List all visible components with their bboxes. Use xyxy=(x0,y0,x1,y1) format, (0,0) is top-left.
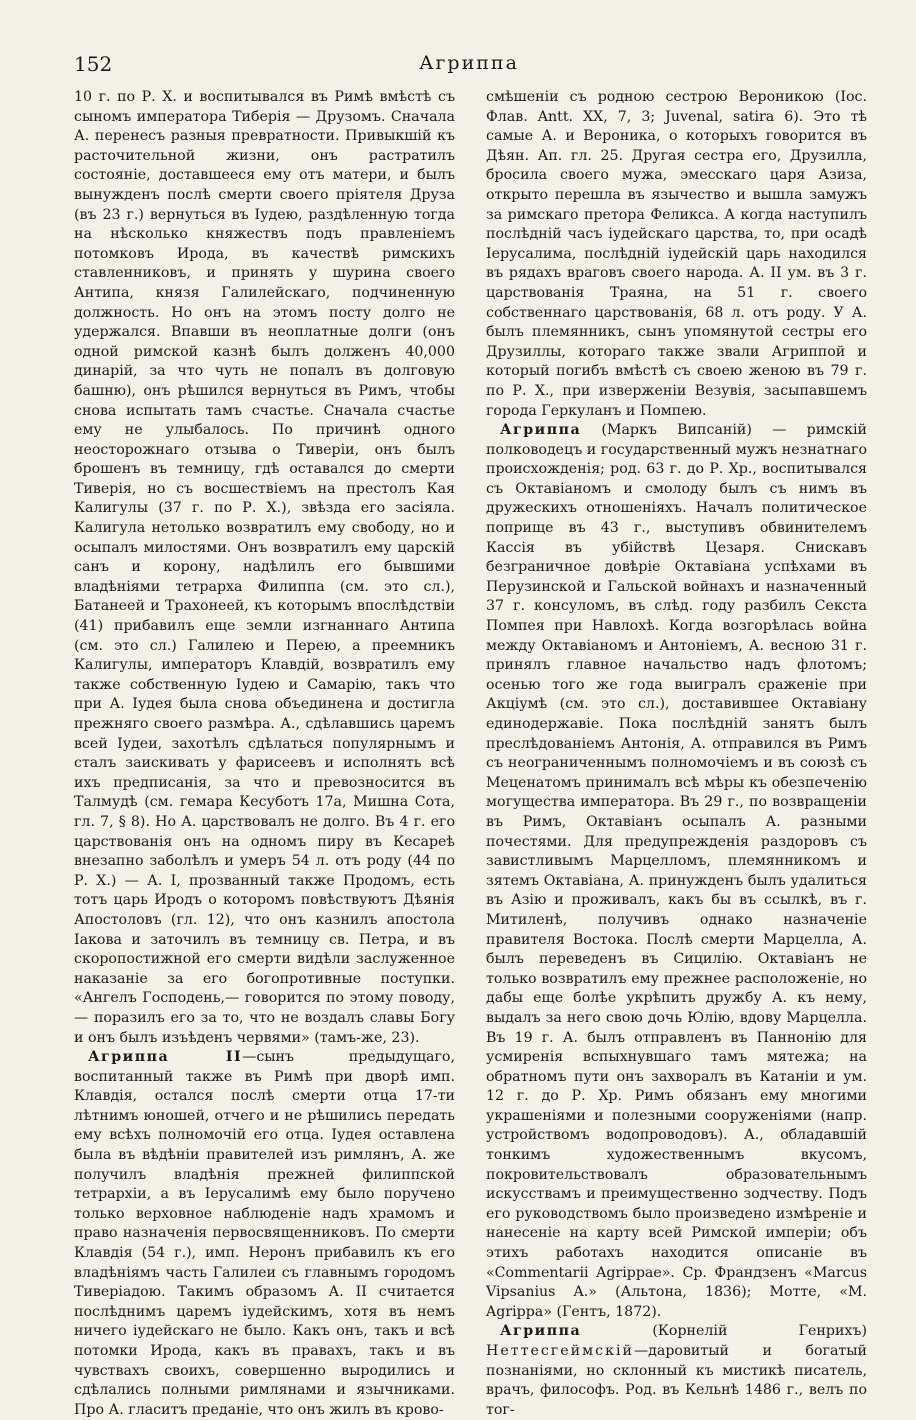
entry-agrippa-mark xyxy=(486,421,867,1322)
page-header xyxy=(74,50,864,80)
right-column xyxy=(486,88,867,1420)
page-number: 152 xyxy=(74,52,113,76)
entry-spaced-name: Неттесгеймскій xyxy=(486,1343,634,1359)
running-head: Агриппа xyxy=(419,52,519,74)
entry-text: —сынъ предыдущаго, воспитанный также въ Римѣ при дворѣ имп. Клавдія, остался послѣ смерти отца 17-ти лѣтнимъ юношей, отчего и не рѣшились передать ему всѣхъ полномочій его отца. Іудея оставлена была въ вѣдѣніи правителей изъ римлянъ, А. же получилъ владѣнія прежней филиппской тетрархіи, а въ Іерусалимѣ ему было поручено только верховное наблюденіе надъ храмомъ и право назначенія первосвященниковъ. По смерти Клавдія (54 г.), имп. Неронъ прибавилъ къ его владѣніямъ часть Галилеи съ главнымъ городомъ Тиверіадою. Такимъ образомъ А. II считается послѣднимъ царемъ іудейскимъ, хотя въ немъ ничего іудейскаго не было. Какъ онъ, такъ и всѣ потомки Ирода, какъ въ правахъ, такъ и въ чувствахъ своихъ, совершенно выродились и сдѣлались полными римлянами и язычниками. Про А. гласитъ преданіе, что онъ жилъ въ крово- xyxy=(74,1049,455,1418)
entry-agrippa-cornelius xyxy=(486,1322,867,1420)
continued-paragraph: 10 г. по Р. Х. и воспитывался въ Римѣ вмѣстѣ съ сыномъ императора Тиберія — Друзомъ. Сначала А. перенесъ разныя превратности. Привыкшій къ расточительной жизни, онъ растратилъ состояніе, доставшееся ему отъ матери, и былъ вынужденъ послѣ смерти своего пріятеля Друза (въ 23 г.) вернуться въ Іудею, раздѣленную тогда на нѣсколько княжествъ подъ правленіемъ потомковъ Ирода, въ качествѣ римскихъ ставленниковъ, и принять у шурина своего Антипа, князя Галилейскаго, подчиненную должность. Но онъ на этомъ посту долго не удержался. Впавши въ неоплатные долги (онъ одной римской казнѣ былъ долженъ 40,000 динарій, за что чуть не попалъ въ долговую башню), онъ рѣшился вернуться въ Римъ, чтобы снова испытать тамъ счастье. Сначала счастье ему не улыбалось. По причинѣ одного неосторожнаго отзыва о Тиверіи, онъ былъ брошенъ въ темницу, гдѣ оставался до смерти Тиверія, но съ восшествіемъ на престолъ Кая Калигулы (37 г. по Р. Х.), звѣзда его засіяла. Калигула нетолько возвратилъ ему свободу, но и осыпалъ милостями. Онъ возвратилъ ему царскій санъ и корону, надѣлилъ его бывшими владѣніями тетрарха Филиппа (см. это сл.), Батанеей и Трахонеей, къ которымъ впослѣдствіи (41) прибавилъ еще земли изгнаннаго Антипа (см. это сл.) Галилею и Перею, а преемникъ Калигулы, императоръ Клавдій, возвратилъ ему также собственную Іудею и Самарію, такъ что при А. Іудея была снова объединена и достигла прежняго своего размѣра. А., сдѣлавшись царемъ всей Іудеи, захотѣлъ сдѣлаться популярнымъ и сталъ заискивать у фарисеевъ и исполнять всѣ ихъ предписанія, за что и превозносится въ Талмудѣ (см. гемара Кесуботъ 17а, Мишна Сота, гл. 7, § 8). Но А. царствовалъ не долго. Въ 4 г. его царствованія онъ на одномъ пиру въ Кесареѣ внезапно заболѣлъ и умеръ 54 л. отъ роду (44 по Р. Х.) — А. I, прозванный также Продомъ, есть тотъ царь Иродъ о которомъ повѣствуютъ Дѣянія Апостоловъ (гл. 12), что онъ казнилъ апостола Іакова и заточилъ въ темницу св. Петра, и въ скоропостижной его смерти видѣли заслуженное наказаніе за его богопротивные поступки. «Ангелъ Господень,— говорится по этому поводу, — поразилъ его за то, что не воздалъ славы Богу и онъ былъ изъѣденъ червями» (тамъ-же, 23). xyxy=(74,89,455,1046)
entry-subtitle: (Корнелій Генрихъ) xyxy=(581,1323,867,1340)
entry-headword: Агриппа xyxy=(500,422,582,439)
entry-headword: Агриппа xyxy=(500,1323,582,1340)
entry-text: (Маркъ Випсаній) — римскій полководецъ и государственный мужъ незнатнаго происхожденія; род. 63 г. до Р. Хр., воспитывался съ Октавіаномъ и смолоду былъ съ нимъ въ дружескихъ отношеніяхъ. Началъ политическое поприще въ 43 г., выступивъ обвинителемъ Кассія въ убійствѣ Цезаря. Снискавъ безграничное довѣріе Октавіана успѣхами въ Перузинской и Гальской войнахъ и назначенный 37 г. консуломъ, въ слѣд. году разбилъ Секста Помпея при Навлохѣ. Когда возгорѣлась война между Октавіаномъ и Антоніемъ, А. весною 31 г. принялъ главное начальство надъ флотомъ; осенью того же года выигралъ сраженіе при Акціумѣ (см. это сл.), доставившее Октавіану единодержавіе. Пока послѣдній занятъ былъ преслѣдованіемъ Антонія, А. отправился въ Римъ съ неограниченнымъ полномочіемъ и въ союзѣ съ Меценатомъ принималъ всѣ мѣры къ обезпеченію могущества императора. Въ 29 г., по возвращеніи въ Римъ, Октавіанъ осыпалъ А. разными почестями. Для предупрежденія раздоровъ съ завистливымъ Марцелломъ, племянникомъ и зятемъ Октавіана, А. принужденъ былъ удалиться въ Азію и проживалъ, какъ бы въ ссылкѣ, въ г. Митиленѣ, получивъ однако назначеніе правителя Востока. Послѣ смерти Марцелла, А. былъ переведенъ въ Сицилію. Октавіанъ не только возвратилъ ему прежнее расположеніе, но дабы еще болѣе укрѣпить дружбу А. къ нему, выдалъ за него свою дочь Юлію, вдову Марцелла. Въ 19 г. А. былъ отправленъ въ Паннонію для усмиренія вспыхнувшаго тамъ мятежа; на обратномъ пути онъ захворалъ въ Катаніи и ум. 12 г. до Р. Хр. Римъ обязанъ ему многими украшеніями и полезными сооруженіями (напр. устройствомъ водопроводовъ). А., обладавшій тонкимъ художественнымъ вкусомъ, покровительствовалъ образовательнымъ искусствамъ и преимущественно зодчеству. Подъ его руководствомъ было произведено измѣреніе и нанесеніе на карту всей Римской имперіи; объ этихъ работахъ находится описаніе въ «Commentarii Agrippae». Ср. Франдзенъ «Marcus Vipsanius A.» (Альтона, 1836); Мотте, «M. Agrippa» (Гентъ, 1872). xyxy=(486,422,867,1320)
entry-text: —даровитый и богатый познаніями, но склонный къ мистикѣ писатель, врачъ, философъ. Род. въ Кельнѣ 1486 г., велъ по тог- xyxy=(486,1343,867,1418)
entry-headword: Агриппа II xyxy=(88,1049,243,1066)
entry-agrippa-ii xyxy=(74,1048,455,1420)
continued-paragraph: смѣшеніи съ родною сестрою Вероникою (Іос. Флав. Antt. XX, 7, 3; Juvenal, satira 6). Это тѣ самые А. и Вероника, о которыхъ говорится въ Дѣян. Ап. гл. 25. Другая сестра его, Друзилла, бросила своего мужа, эмесскаго царя Азиза, открыто перешла въ язычество и вышла замужъ за римскаго претора Феликса. А когда наступилъ послѣдній часъ іудейскаго царства, то, при осадѣ Іерусалима, послѣдній іудейскій царь находился въ рядахъ враговъ своего народа. А. II ум. въ 3 г. царствованія Траяна, на 51 г. своего собственнаго царствованія, 68 л. отъ роду. У А. былъ племянникъ, сынъ упомянутой сестры его Друзиллы, котораго также звали Агриппой и который погибъ вмѣстѣ съ своею женою въ 79 г. по Р. Х., при изверженіи Везувія, засыпавшемъ города Геркуланъ и Помпею. xyxy=(486,89,867,419)
left-column xyxy=(74,88,455,1420)
